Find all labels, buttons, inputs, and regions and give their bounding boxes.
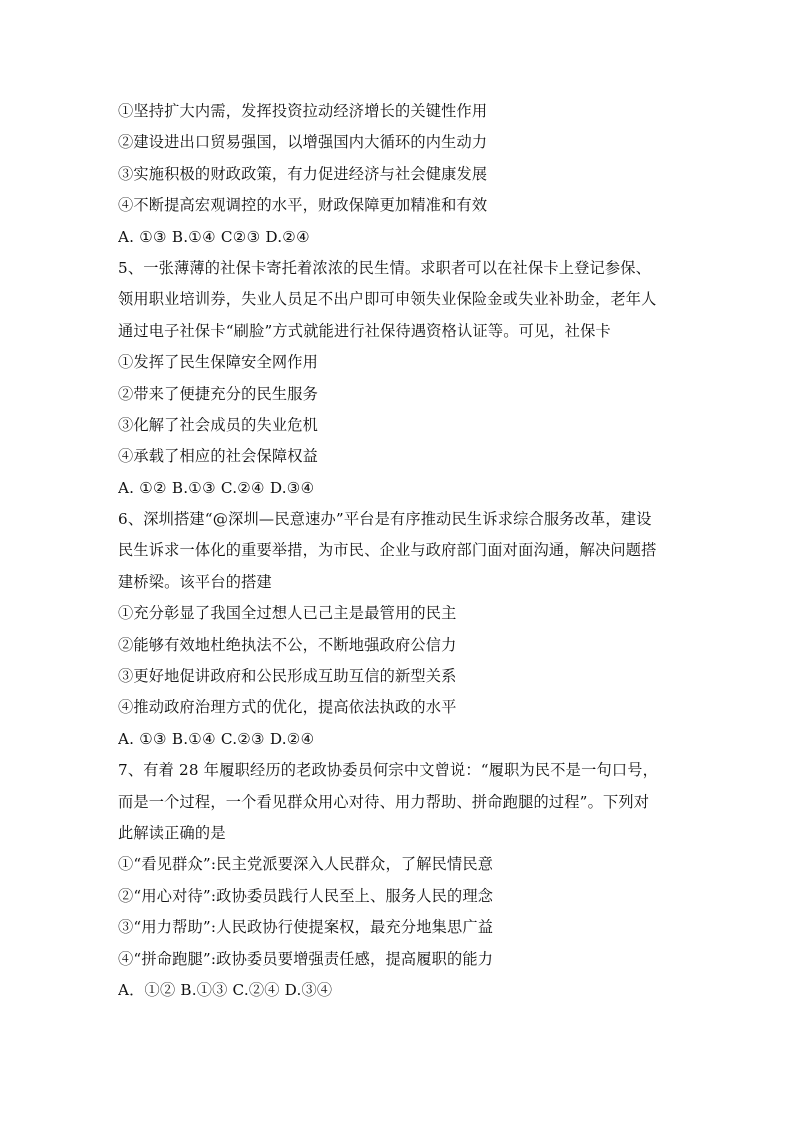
option-line: ②能够有效地杜绝执法不公，不断地强政府公信力 <box>118 635 457 654</box>
answer-choices: A. ①② B.①③ C.②④ D.③④ <box>118 478 315 497</box>
option-line: ③更好地促讲政府和公民形成互助互信的新型关系 <box>118 667 457 686</box>
option-line: ①坚持扩大内需，发挥投资拉动经济增长的关键性作用 <box>118 102 488 120</box>
option-line: ①“看见群众”:民主党派要深入人民群众，了解民情民意 <box>118 855 494 874</box>
question-4-options <box>118 96 688 253</box>
question-5 <box>118 253 688 504</box>
option-line: ④“拼命跑腿”:政协委员要增强责任感，提高履职的能力 <box>118 949 494 968</box>
question-6 <box>118 504 688 755</box>
question-content <box>118 96 688 1006</box>
option-line: ③“用力帮助”:人民政协行使提案权，最充分地集思广益 <box>118 918 494 937</box>
option-line: ④不断提高宏观调控的水平，财政保障更加精准和有效 <box>118 196 488 215</box>
option-line: ③化解了社会成员的失业危机 <box>118 415 319 434</box>
answer-choices: A. ①③ B.①④ C②③ D.②④ <box>118 227 310 246</box>
answer-choices: A．①② B.①③ C.②④ D.③④ <box>118 980 333 999</box>
question-stem-line: 民生诉求一体化的重要举措，为市民、企业与政府部门面对面沟通，解决问题搭 <box>118 541 657 560</box>
question-stem-line: 建桥梁。该平台的搭建 <box>118 572 272 591</box>
question-stem-line: 通过电子社保卡“刷脸”方式就能进行社保待遇资格认证等。可见，社保卡 <box>118 321 611 340</box>
option-line: ④承载了相应的社会保障权益 <box>118 447 319 466</box>
option-line: ②“用心对待”:政协委员践行人民至上、服务人民的理念 <box>118 886 494 905</box>
option-line: ②带来了便捷充分的民生服务 <box>118 384 319 403</box>
question-stem-line: 而是一个过程，一个看见群众用心对待、用力帮助、拼命跑腿的过程”。下列对 <box>118 792 650 811</box>
question-stem-line: 6、深圳搭建“@深圳—民意速办”平台是有序推动民生诉求综合服务改革，建设 <box>118 510 652 529</box>
option-line: ①发挥了民生保障安全网作用 <box>118 353 319 372</box>
question-7 <box>118 755 688 1006</box>
option-line: ④推动政府治理方式的优化，提高依法执政的水平 <box>118 698 457 717</box>
option-line: ②建设进出口贸易强国，以增强国内大循环的内生动力 <box>118 133 488 152</box>
question-stem-line: 7、有着 28 年履职经历的老政协委员何宗中文曾说：“履职为民不是一句口号， <box>118 761 659 780</box>
answer-choices: A. ①③ B.①④ C.②③ D.②④ <box>118 729 315 748</box>
question-stem-line: 5、一张薄薄的社保卡寄托着浓浓的民生情。求职者可以在社保卡上登记参保、 <box>118 258 652 277</box>
option-line: ③实施积极的财政政策，有力促进经济与社会健康发展 <box>118 164 488 183</box>
option-line: ①充分彰显了我国全过想人已己主是最管用的民主 <box>118 604 457 623</box>
question-stem-line: 领用职业培训券，失业人员足不出户即可申领失业保险金或失业补助金，老年人 <box>118 290 657 309</box>
question-stem-line: 此解读正确的是 <box>118 823 226 842</box>
